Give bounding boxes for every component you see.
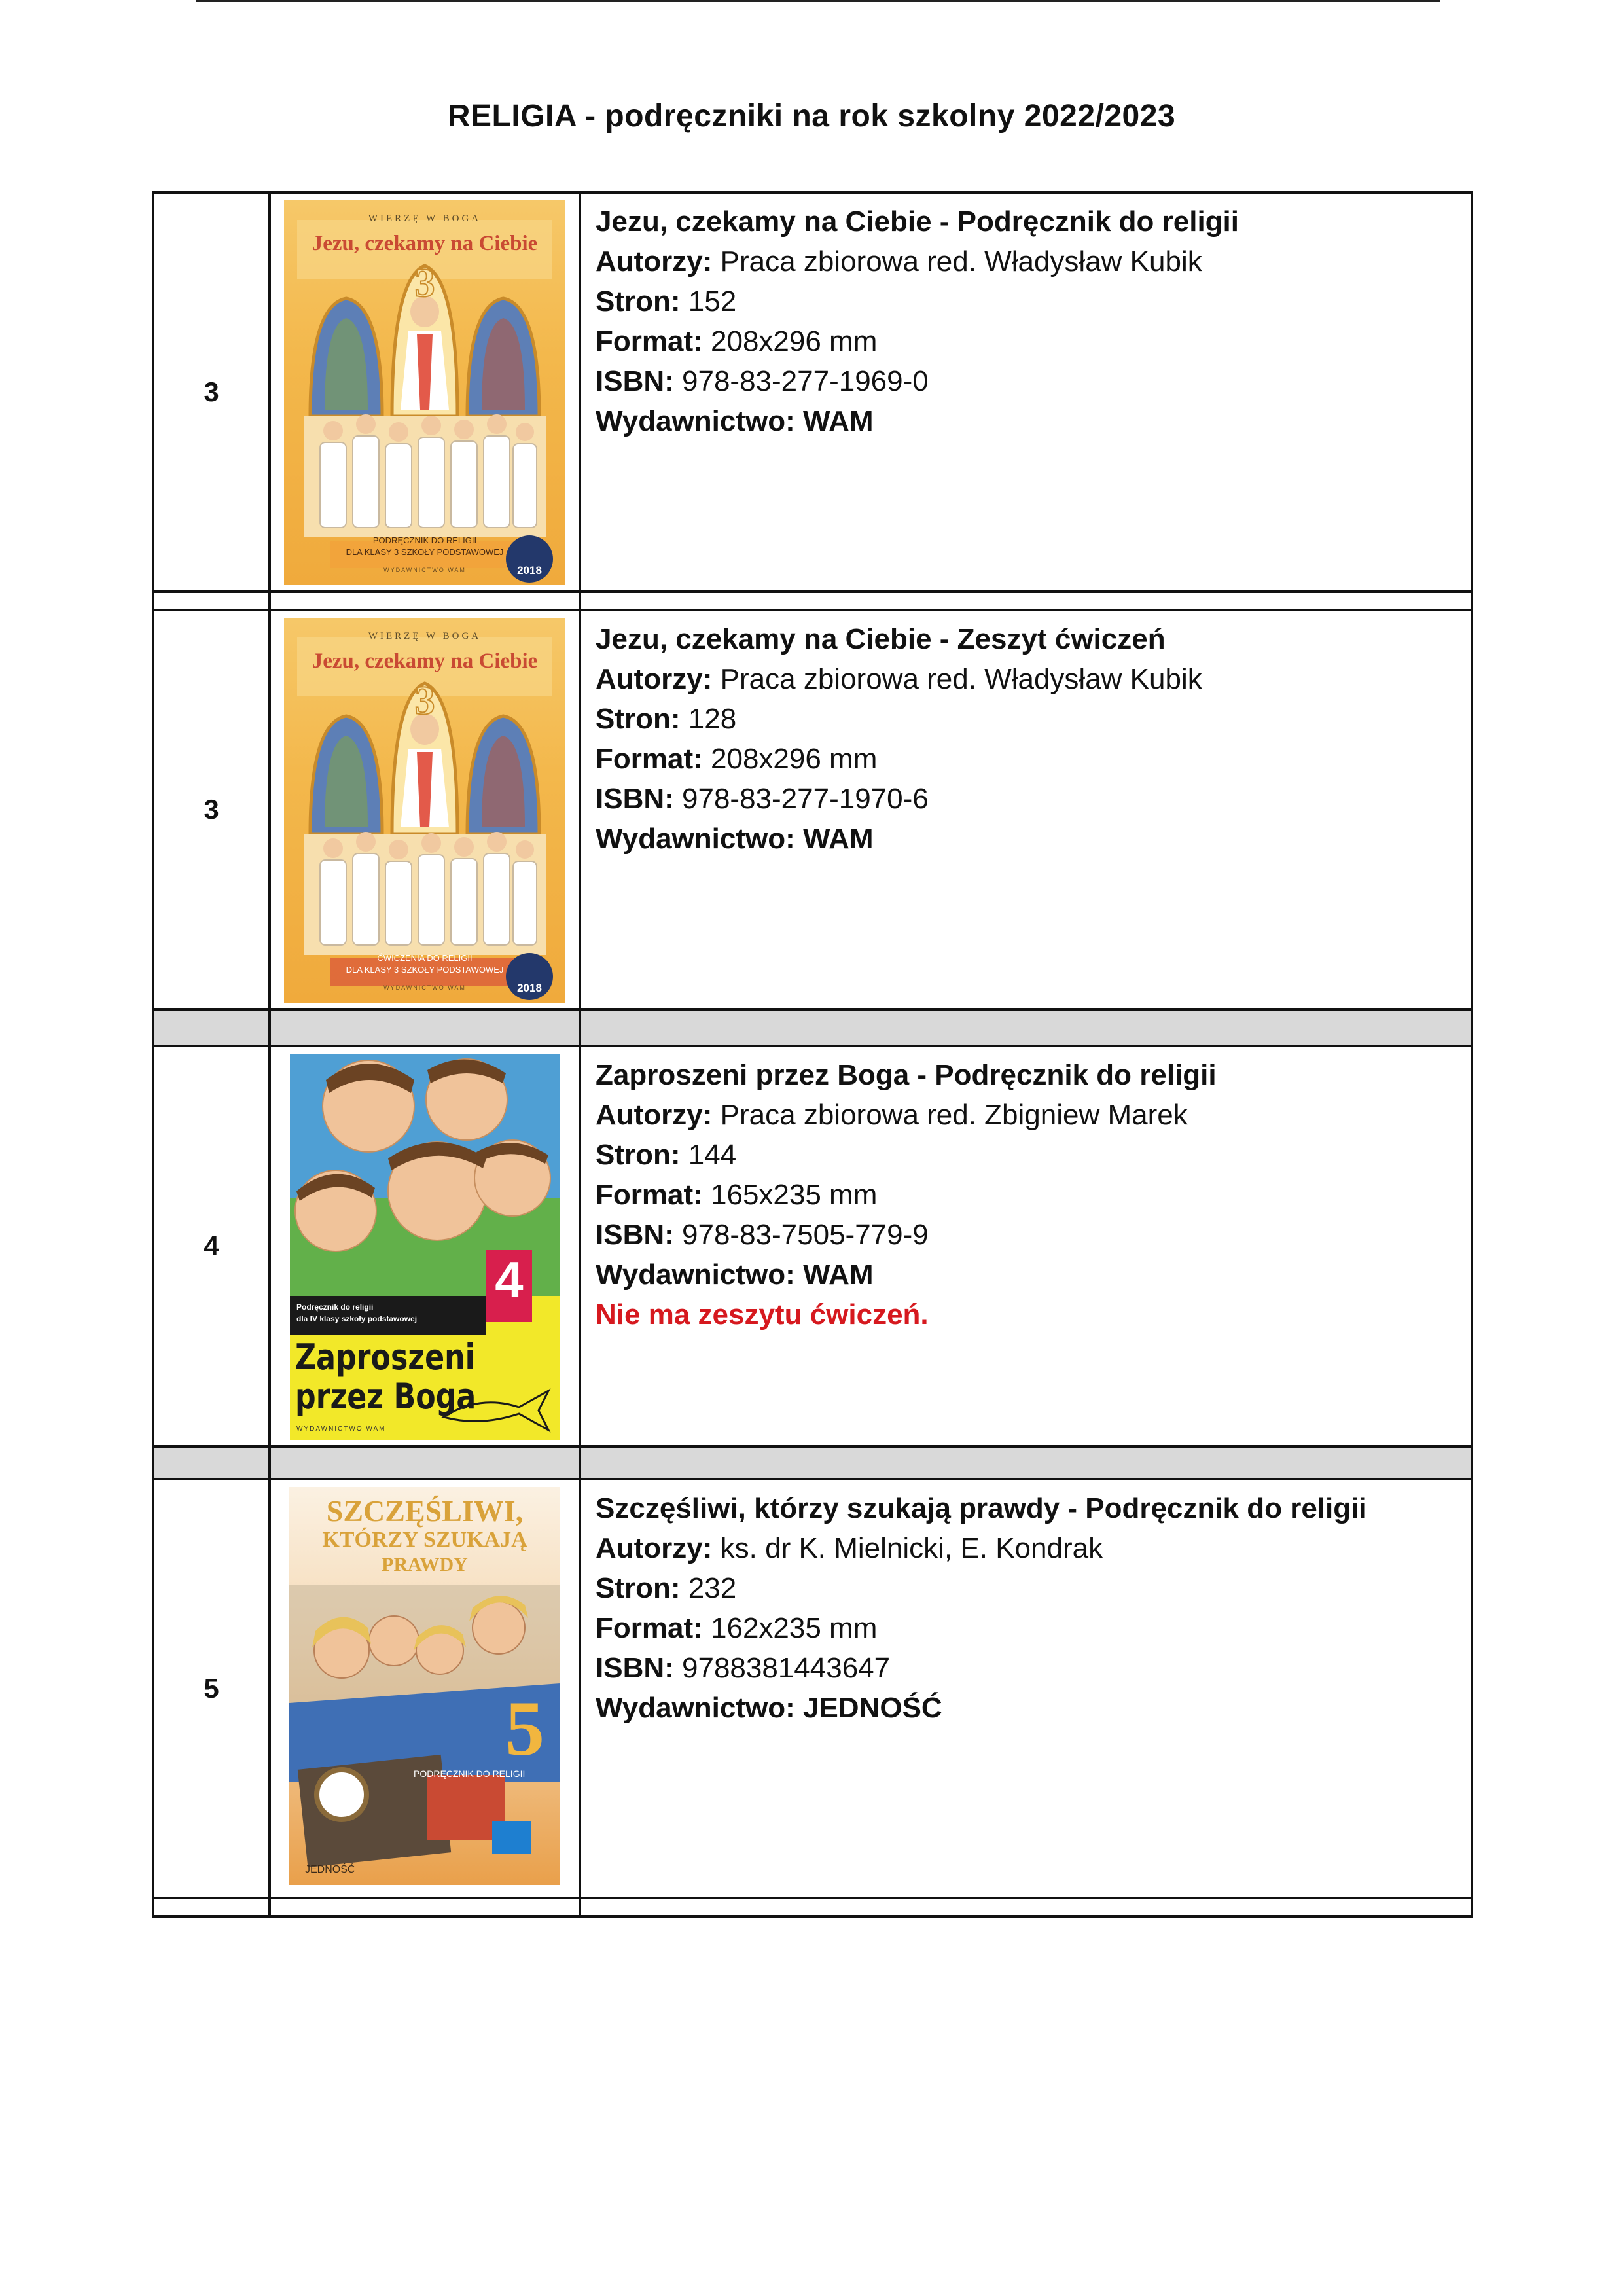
authors-label: Autorzy: xyxy=(596,663,713,695)
cover-cell xyxy=(270,192,580,592)
book-pages xyxy=(596,1568,1461,1608)
authors-value: ks. dr K. Mielnicki, E. Kondrak xyxy=(712,1532,1103,1564)
cover-badge-year: 2018 xyxy=(517,982,542,994)
cover-title: Jezu, czekamy na Ciebie xyxy=(312,649,538,673)
book-authors xyxy=(596,1528,1461,1568)
book-format xyxy=(596,1608,1461,1648)
publisher-value: WAM xyxy=(794,823,874,855)
book-pages xyxy=(596,699,1461,739)
cover-imprint: WYDAWNICTWO WAM xyxy=(383,984,466,991)
cover-subtitle: ĆWICZENIA DO RELIGII xyxy=(377,953,473,963)
book-publisher xyxy=(596,819,1461,859)
pages-label: Stron: xyxy=(596,1572,681,1604)
publisher-label: Wydawnictwo: xyxy=(596,405,795,437)
isbn-label: ISBN: xyxy=(596,1652,674,1684)
authors-label: Autorzy: xyxy=(596,245,713,278)
isbn-value: 978-83-277-1970-6 xyxy=(673,783,929,815)
authors-value: Praca zbiorowa red. Władysław Kubik xyxy=(712,663,1202,695)
cover-imprint: JEDNOŚĆ xyxy=(305,1864,355,1875)
cover-number: 3 xyxy=(414,261,435,306)
publisher-value: WAM xyxy=(794,405,874,437)
pages-label: Stron: xyxy=(596,1139,681,1171)
cover-subtitle: PODRĘCZNIK DO RELIGII xyxy=(414,1768,526,1779)
authors-value: Praca zbiorowa red. Zbigniew Marek xyxy=(712,1099,1188,1131)
cover-subtitle: DLA KLASY 3 SZKOŁY PODSTAWOWEJ xyxy=(346,547,504,557)
book-cover-image xyxy=(284,618,565,1003)
format-label: Format: xyxy=(596,325,703,357)
separator-row xyxy=(153,592,1472,610)
book-info xyxy=(580,192,1472,592)
book-title: Jezu, czekamy na Ciebie - Zeszyt ćwiczeń xyxy=(596,623,1166,655)
grade-cell: 3 xyxy=(153,192,270,592)
book-isbn xyxy=(596,1215,1461,1255)
pages-value: 128 xyxy=(680,703,737,735)
pages-label: Stron: xyxy=(596,703,681,735)
book-pages xyxy=(596,281,1461,321)
cover-subtitle: DLA KLASY 3 SZKOŁY PODSTAWOWEJ xyxy=(346,965,504,975)
pages-value: 152 xyxy=(680,285,737,317)
grade-cell: 4 xyxy=(153,1046,270,1446)
book-format xyxy=(596,739,1461,779)
cover-imprint: WYDAWNICTWO WAM xyxy=(383,567,466,573)
cover-series: WIERZĘ W BOGA xyxy=(368,631,482,641)
format-value: 162x235 mm xyxy=(702,1612,878,1644)
authors-value: Praca zbiorowa red. Władysław Kubik xyxy=(712,245,1202,278)
book-publisher xyxy=(596,401,1461,441)
cover-number: 5 xyxy=(505,1685,544,1772)
cover-title: PRAWDY xyxy=(382,1554,468,1575)
book-pages xyxy=(596,1135,1461,1175)
books-table xyxy=(152,191,1473,1918)
grade-cell: 5 xyxy=(153,1479,270,1898)
isbn-label: ISBN: xyxy=(596,1219,674,1251)
cover-illustration xyxy=(284,200,565,585)
format-label: Format: xyxy=(596,1612,703,1644)
isbn-label: ISBN: xyxy=(596,783,674,815)
publisher-label: Wydawnictwo: xyxy=(596,823,795,855)
cover-series: WIERZĘ W BOGA xyxy=(368,213,482,224)
cover-illustration xyxy=(284,618,565,1003)
book-authors xyxy=(596,659,1461,699)
cover-title: przez Boga xyxy=(295,1376,476,1417)
cover-cell xyxy=(270,1479,580,1898)
pages-value: 144 xyxy=(680,1139,737,1171)
book-authors xyxy=(596,1095,1461,1135)
table-row xyxy=(153,1046,1472,1446)
book-format xyxy=(596,1175,1461,1215)
grade-cell: 3 xyxy=(153,610,270,1009)
publisher-label: Wydawnictwo: xyxy=(596,1259,795,1291)
cover-number: 3 xyxy=(414,679,435,723)
book-title: Zaproszeni przez Boga - Podręcznik do religii xyxy=(596,1059,1217,1091)
isbn-label: ISBN: xyxy=(596,365,674,397)
book-info xyxy=(580,1479,1472,1898)
book-cover-image xyxy=(284,200,565,585)
top-rule xyxy=(196,0,1440,2)
authors-label: Autorzy: xyxy=(596,1099,713,1131)
cover-title: Jezu, czekamy na Ciebie xyxy=(312,232,538,255)
cover-title: KTÓRZY SZUKAJĄ xyxy=(322,1528,527,1552)
cover-subtitle: dla IV klasy szkoły podstawowej xyxy=(296,1314,418,1323)
book-publisher xyxy=(596,1688,1461,1728)
table-row xyxy=(153,1479,1472,1898)
book-isbn xyxy=(596,361,1461,401)
publisher-value: JEDNOŚĆ xyxy=(794,1692,942,1724)
format-label: Format: xyxy=(596,743,703,775)
book-publisher xyxy=(596,1255,1461,1295)
format-value: 165x235 mm xyxy=(702,1179,878,1211)
pages-value: 232 xyxy=(680,1572,737,1604)
book-note: Nie ma zeszytu ćwiczeń. xyxy=(596,1299,929,1331)
book-isbn xyxy=(596,1648,1461,1688)
book-info xyxy=(580,1046,1472,1446)
book-cover-image xyxy=(290,1054,560,1440)
pages-label: Stron: xyxy=(596,285,681,317)
cover-badge-year: 2018 xyxy=(517,564,542,577)
format-label: Format: xyxy=(596,1179,703,1211)
cover-subtitle: Podręcznik do religii xyxy=(296,1302,374,1312)
table-row xyxy=(153,192,1472,592)
book-isbn xyxy=(596,779,1461,819)
cover-subtitle: PODRĘCZNIK DO RELIGII xyxy=(372,535,477,545)
format-value: 208x296 mm xyxy=(702,325,878,357)
page-title: RELIGIA - podręczniki na rok szkolny 2022/2023 xyxy=(447,99,1176,134)
cover-number: 4 xyxy=(495,1251,524,1308)
cover-cell xyxy=(270,1046,580,1446)
book-cover-image xyxy=(289,1487,560,1885)
format-value: 208x296 mm xyxy=(702,743,878,775)
book-authors xyxy=(596,242,1461,281)
table-row xyxy=(153,610,1472,1009)
book-format xyxy=(596,321,1461,361)
publisher-label: Wydawnictwo: xyxy=(596,1692,795,1724)
publisher-value: WAM xyxy=(794,1259,874,1291)
cover-imprint: WYDAWNICTWO WAM xyxy=(296,1426,386,1433)
separator-row xyxy=(153,1009,1472,1046)
separator-row xyxy=(153,1898,1472,1916)
isbn-value: 978-83-7505-779-9 xyxy=(673,1219,929,1251)
isbn-value: 9788381443647 xyxy=(673,1652,891,1684)
book-title: Jezu, czekamy na Ciebie - Podręcznik do religii xyxy=(596,206,1239,238)
book-title: Szczęśliwi, którzy szukają prawdy - Podręcznik do religii xyxy=(596,1492,1367,1524)
cover-title: SZCZĘŚLIWI, xyxy=(326,1494,524,1528)
authors-label: Autorzy: xyxy=(596,1532,713,1564)
book-info xyxy=(580,610,1472,1009)
cover-title: Zaproszeni xyxy=(295,1336,475,1378)
cover-cell xyxy=(270,610,580,1009)
isbn-value: 978-83-277-1969-0 xyxy=(673,365,929,397)
separator-row xyxy=(153,1446,1472,1479)
